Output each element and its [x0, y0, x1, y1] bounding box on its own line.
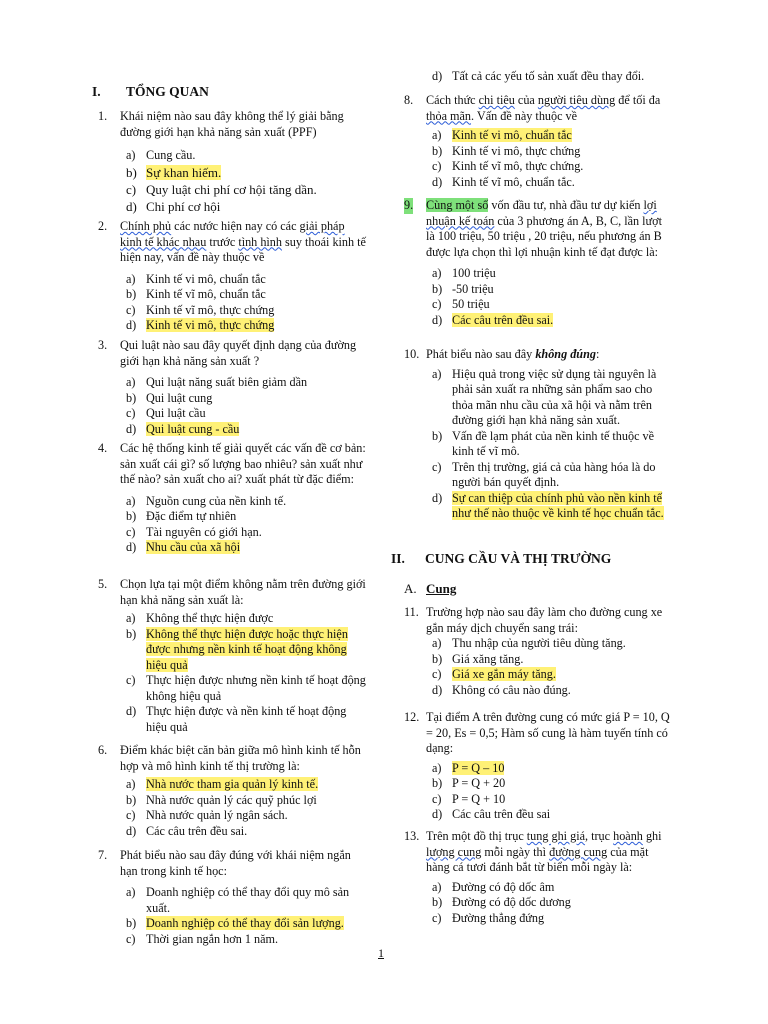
option-b[interactable] — [98, 391, 366, 407]
question-text: Điểm khác biệt căn bản giữa mô hình kinh tế hỗn hợp và mô hình kinh tế thị trường là: — [120, 743, 361, 773]
option-text: Nhà nước quản lý ngân sách. — [146, 808, 288, 822]
option-letter: b) — [126, 792, 137, 807]
option-letter: a) — [126, 777, 136, 791]
option-letter: c) — [432, 791, 442, 806]
option-letter: c) — [126, 808, 136, 822]
option-text: Các câu trên đều sai. — [146, 823, 248, 838]
option-a[interactable] — [98, 885, 366, 916]
option-letter: b) — [432, 143, 443, 158]
option-letter: a) — [126, 885, 136, 899]
option-letter: b) — [126, 287, 137, 301]
option-text: P = Q + 10 — [452, 791, 506, 806]
option-text: Doanh nghiệp có thể thay đổi quy mô sản xuất. — [146, 885, 350, 915]
question-text-part: Cách thức — [426, 93, 479, 107]
option-text: Không có câu nào đúng. — [452, 682, 571, 697]
question-text-part: ghi — [642, 829, 662, 843]
question-text-part: Phát biểu nào sau đây — [426, 347, 536, 361]
option-letter: c) — [432, 297, 442, 311]
option-text: Đường có độ dốc dương — [452, 895, 571, 909]
option-text: Đặc điểm tự nhiên — [146, 509, 237, 523]
option-letter: c) — [126, 406, 136, 420]
option-text: 50 triệu — [452, 297, 490, 311]
option-text: Đường thẳng đứng — [452, 910, 545, 925]
section-number: I. — [92, 84, 101, 99]
option-b[interactable] — [404, 652, 672, 668]
question-number: 2. — [98, 219, 108, 233]
option-letter: d) — [126, 704, 137, 718]
question-text-part: người tiêu dùng — [537, 93, 616, 107]
question-text-part: Trên một đồ thị trục — [426, 829, 527, 843]
question-text-part: tung ghi giá — [526, 829, 586, 843]
option-letter: b) — [432, 428, 443, 443]
option-letter: c) — [126, 673, 136, 687]
option-letter: c) — [432, 459, 442, 474]
option-c[interactable] — [404, 297, 672, 313]
subsection-heading-a — [404, 581, 456, 597]
option-text: Kinh tế vi mô, chuẩn tắc — [452, 128, 572, 142]
option-letter: d) — [126, 540, 137, 554]
option-text: Kinh tế vĩ mô, chuẩn tắc. — [452, 174, 575, 189]
option-text: Thu nhập của người tiêu dùng tăng. — [452, 636, 626, 650]
option-letter: b) — [126, 390, 137, 405]
question-number: 12. — [404, 710, 420, 724]
option-text: Kinh tế vi mô, thực chứng — [146, 318, 275, 332]
option-letter: a) — [126, 375, 136, 389]
option-text: Hiệu quả trong việc sử dụng tài nguyên là phải sản xuất ra những sản phẩm sao cho thỏa mãn nhu cầu của xã hội và nằm trên đường giới hạn khả năng sản xuất. — [452, 366, 657, 427]
option-text: Trên thị trường, giá cả của hàng hóa là do người bán quyết định. — [452, 459, 656, 489]
option-d[interactable] — [404, 175, 672, 191]
option-b[interactable] — [404, 776, 672, 792]
option-letter: a) — [432, 266, 442, 280]
question-10 — [404, 347, 672, 522]
question-text-part: hoành — [613, 829, 643, 843]
question-4 — [98, 441, 366, 556]
question-2 — [98, 219, 366, 334]
option-d[interactable] — [404, 313, 672, 329]
option-c[interactable] — [404, 667, 672, 683]
option-text: Nhà nước tham gia quản lý kinh tế. — [146, 777, 319, 791]
option-letter: b) — [432, 776, 443, 790]
option-text: Qui luật cầu — [146, 406, 206, 420]
question-number: 4. — [98, 441, 108, 455]
question-8 — [404, 93, 672, 190]
question-7 — [98, 848, 366, 947]
question-text: Các hệ thống kinh tế giải quyết các vấn đề cơ bản: sản xuất cái gì? số lượng bao nhiêu? sản xuất như thế nào? sản xuất cho ai? xuất phát từ đặc điểm: — [120, 441, 366, 486]
question-text-part: chi tiêu — [478, 93, 515, 107]
question-text-part: các nước hiện nay có các — [171, 219, 300, 233]
option-c[interactable] — [98, 406, 366, 422]
option-letter: a) — [126, 148, 136, 162]
option-c[interactable] — [98, 525, 366, 541]
option-text: Kinh tế vĩ mô, thực chứng — [146, 302, 275, 317]
question-text-part: tình hình — [238, 234, 282, 249]
question-text-part: đường cung — [549, 844, 608, 859]
question-text-part: để tối đa — [615, 93, 661, 107]
option-letter: c) — [126, 302, 136, 317]
option-c[interactable] — [98, 673, 366, 704]
question-text: Trường hợp nào sau đây làm cho đường cung xe gắn máy dịch chuyển sang trái: — [426, 605, 663, 635]
option-letter: a) — [126, 271, 136, 286]
option-text: Qui luật năng suất biên giảm dần — [146, 375, 308, 389]
option-d[interactable] — [98, 540, 366, 556]
option-c[interactable] — [404, 792, 672, 808]
question-number: 1. — [98, 109, 108, 123]
option-b[interactable] — [98, 627, 366, 674]
option-text: Không thể thực hiện được hoặc thực hiện được nhưng nền kinh tế hoạt động không hiệu quả — [146, 626, 348, 672]
option-c[interactable] — [98, 932, 366, 948]
question-text-part: : — [595, 347, 600, 361]
option-letter: a) — [432, 636, 442, 650]
question-text-part: lượng cung — [426, 844, 482, 859]
option-letter: a) — [432, 879, 442, 894]
option-text: Giá xăng tăng. — [452, 651, 524, 666]
option-a[interactable] — [404, 880, 672, 896]
option-text: Kinh tế vi mô, thực chứng — [452, 143, 581, 158]
question-9 — [404, 198, 672, 328]
option-text: Kinh tế vĩ mô, chuẩn tắc — [146, 287, 266, 301]
option-text: Chi phí cơ hội — [146, 198, 221, 214]
option-text: P = Q + 20 — [452, 776, 506, 790]
option-d[interactable] — [98, 422, 366, 438]
option-letter: d) — [432, 69, 443, 83]
question-3 — [98, 338, 366, 437]
option-d[interactable] — [404, 491, 672, 522]
page-number: 1 — [378, 946, 384, 960]
option-a[interactable] — [404, 636, 672, 652]
option-text: Đường có độ dốc âm — [452, 879, 555, 894]
question-text-part: của mặt hàng cá tươi đánh bắt từ biển mỗi ngày là: — [426, 844, 649, 874]
question-7-continued — [404, 69, 672, 85]
option-letter: b) — [432, 281, 443, 296]
option-a[interactable] — [404, 367, 672, 429]
option-letter: a) — [432, 128, 442, 142]
option-text: Kinh tế vĩ mô, thực chứng. — [452, 159, 584, 173]
option-text: Qui luật cung - cầu — [146, 421, 240, 436]
option-d[interactable] — [404, 683, 672, 699]
option-letter: b) — [126, 626, 137, 641]
option-letter: d) — [432, 174, 443, 189]
question-number: 11. — [404, 605, 419, 619]
option-text: Quy luật chi phí cơ hội tăng dần. — [146, 181, 317, 197]
option-a[interactable] — [98, 148, 366, 164]
question-text-part: của — [514, 93, 538, 107]
option-c[interactable] — [404, 460, 672, 491]
option-c[interactable] — [98, 181, 366, 198]
option-b[interactable] — [98, 164, 366, 181]
option-a[interactable] — [98, 272, 366, 288]
option-a[interactable] — [98, 375, 366, 391]
option-letter: d) — [432, 312, 443, 327]
question-text: Chọn lựa tại một điểm không nằm trên đường giới hạn khả năng sản xuất là: — [120, 577, 366, 607]
option-d[interactable] — [98, 198, 366, 215]
option-letter: c) — [432, 910, 442, 925]
option-text: Tất cả các yếu tố sản xuất đều thay đổi. — [452, 69, 645, 83]
option-letter: d) — [126, 318, 137, 332]
option-c[interactable] — [98, 303, 366, 319]
option-text: Các câu trên đều sai — [452, 807, 551, 821]
option-letter: d) — [432, 682, 443, 697]
option-letter: b) — [432, 651, 443, 666]
option-text: Giá xe gắn máy tăng. — [452, 667, 556, 681]
option-letter: c) — [126, 181, 137, 197]
subsection-letter: A. — [404, 581, 417, 596]
question-text-part: thỏa mãn — [426, 108, 472, 123]
option-text: Thực hiện được và nền kinh tế hoạt động hiệu quả — [146, 704, 347, 734]
option-text: Doanh nghiệp có thể thay đổi sản lượng. — [146, 916, 344, 930]
option-a[interactable] — [98, 777, 366, 793]
question-number: 9. — [404, 198, 414, 212]
option-letter: c) — [126, 524, 136, 539]
question-number: 7. — [98, 848, 108, 862]
option-a[interactable] — [98, 494, 366, 510]
option-d[interactable] — [404, 807, 672, 823]
option-letter: d) — [126, 198, 137, 214]
question-text-part: mỗi ngày thì — [481, 844, 550, 859]
option-b[interactable] — [98, 509, 366, 525]
question-12 — [404, 710, 672, 823]
option-d[interactable] — [98, 318, 366, 334]
question-text: Tại điểm A trên đường cung có mức giá P = 10, Q = 20, Es = 0,5; Hàm số cung là hàm tuyến tính có dạng: — [426, 710, 670, 755]
option-b[interactable] — [98, 793, 366, 809]
option-c[interactable] — [98, 808, 366, 824]
option-text: Sự khan hiếm. — [146, 164, 222, 180]
option-letter: c) — [432, 667, 442, 681]
option-letter: b) — [126, 509, 137, 523]
option-text: Thực hiện được nhưng nền kinh tế hoạt động không hiệu quả — [146, 673, 366, 703]
question-text-part: Cùng một số — [426, 198, 489, 212]
option-a[interactable] — [404, 128, 672, 144]
question-text-part: không đúng — [535, 347, 596, 361]
option-a[interactable] — [404, 761, 672, 777]
question-number: 5. — [98, 577, 108, 591]
option-text: Không thể thực hiện được — [146, 611, 274, 625]
option-d[interactable] — [98, 704, 366, 735]
question-number: 3. — [98, 338, 108, 352]
option-text: Cung cầu. — [146, 148, 196, 162]
option-letter: d) — [432, 490, 443, 505]
option-text: Vấn đề lạm phát của nền kinh tế thuộc về kinh tế vĩ mô. — [452, 428, 655, 458]
option-b[interactable] — [98, 916, 366, 932]
question-text-part: giải pháp kinh tế khác nhau — [120, 219, 345, 249]
option-letter: b) — [432, 895, 443, 909]
question-text-part: . Vấn đề này thuộc về — [471, 108, 578, 123]
question-6 — [98, 743, 366, 839]
section-heading-1 — [92, 84, 209, 100]
question-1 — [98, 109, 366, 215]
option-letter: d) — [432, 807, 443, 821]
option-c[interactable] — [404, 911, 672, 927]
subsection-title: Cung — [426, 581, 457, 596]
section-title: CUNG CẦU VÀ THỊ TRƯỜNG — [425, 551, 612, 566]
option-text: Tài nguyên có giới hạn. — [146, 524, 262, 539]
option-c[interactable] — [404, 159, 672, 175]
option-text: Nhà nước quản lý các quỹ phúc lợi — [146, 792, 317, 807]
question-text: Phát biểu nào sau đây đúng với khái niệm ngắn hạn trong kinh tế học: — [120, 848, 351, 878]
option-text: P = Q – 10 — [452, 760, 505, 775]
option-b[interactable] — [404, 144, 672, 160]
question-text: Khái niệm nào sau đây không thể lý giải bằng đường giới hạn khả năng sản xuất (PPF) — [120, 109, 344, 139]
question-11 — [404, 605, 672, 698]
option-text: 100 triệu — [452, 266, 496, 280]
option-text: Kinh tế vi mô, chuẩn tắc — [146, 271, 266, 286]
question-text-part: vốn đầu tư, nhà đầu tư dự kiến — [488, 198, 644, 212]
question-13 — [404, 829, 672, 926]
option-letter: b) — [126, 164, 137, 180]
option-a[interactable] — [98, 611, 366, 627]
section-heading-2 — [391, 551, 611, 567]
option-letter: a) — [432, 760, 442, 775]
option-letter: c) — [126, 931, 136, 946]
question-text-part: lợi nhuận kế toán — [426, 198, 657, 228]
option-b[interactable] — [98, 287, 366, 303]
question-text-part: suy thoái kinh tế hiện nay, vấn đề này thuộc về — [120, 234, 366, 264]
option-letter: b) — [126, 916, 137, 930]
option-letter: a) — [126, 611, 136, 625]
option-b[interactable] — [404, 429, 672, 460]
option-letter: a) — [432, 366, 442, 381]
section-number: II. — [391, 551, 405, 566]
option-letter: d) — [126, 823, 137, 838]
question-5 — [98, 577, 366, 735]
question-text-part: trước — [206, 234, 239, 249]
question-text: Qui luật nào sau đây quyết định dạng của đường giới hạn khả năng sản xuất ? — [120, 338, 357, 368]
option-d[interactable] — [404, 69, 672, 85]
option-text: -50 triệu — [452, 281, 494, 296]
question-text-part: Chính phủ — [120, 219, 172, 233]
option-letter: c) — [432, 159, 442, 173]
option-a[interactable] — [404, 266, 672, 282]
question-text-part: của 3 phương án A, B, C, lần lượt là 100 triệu, 50 triệu , 20 triệu, nếu phương án B được lựa chọn thì lợi nhuận kinh tế đạt được là: — [426, 213, 662, 259]
option-text: Thời gian ngắn hơn 1 năm. — [146, 931, 279, 946]
option-letter: a) — [126, 493, 136, 508]
option-text: Nhu cầu của xã hội — [146, 540, 241, 554]
question-number: 10. — [404, 347, 420, 361]
question-number: 13. — [404, 829, 420, 843]
option-text: Các câu trên đều sai. — [452, 312, 554, 327]
option-b[interactable] — [404, 895, 672, 911]
option-letter: d) — [126, 421, 137, 436]
question-number: 8. — [404, 93, 414, 107]
option-d[interactable] — [98, 824, 366, 840]
option-text: Sự can thiệp của chính phủ vào nền kinh tế như thế nào thuộc về kinh tế học chuẩn tắc. — [452, 490, 664, 520]
question-text-part: , trục — [585, 829, 614, 843]
question-number: 6. — [98, 743, 108, 757]
option-b[interactable] — [404, 282, 672, 298]
option-text: Nguồn cung của nền kinh tế. — [146, 493, 287, 508]
section-title: TỔNG QUAN — [126, 84, 209, 99]
option-text: Qui luật cung — [146, 390, 213, 405]
